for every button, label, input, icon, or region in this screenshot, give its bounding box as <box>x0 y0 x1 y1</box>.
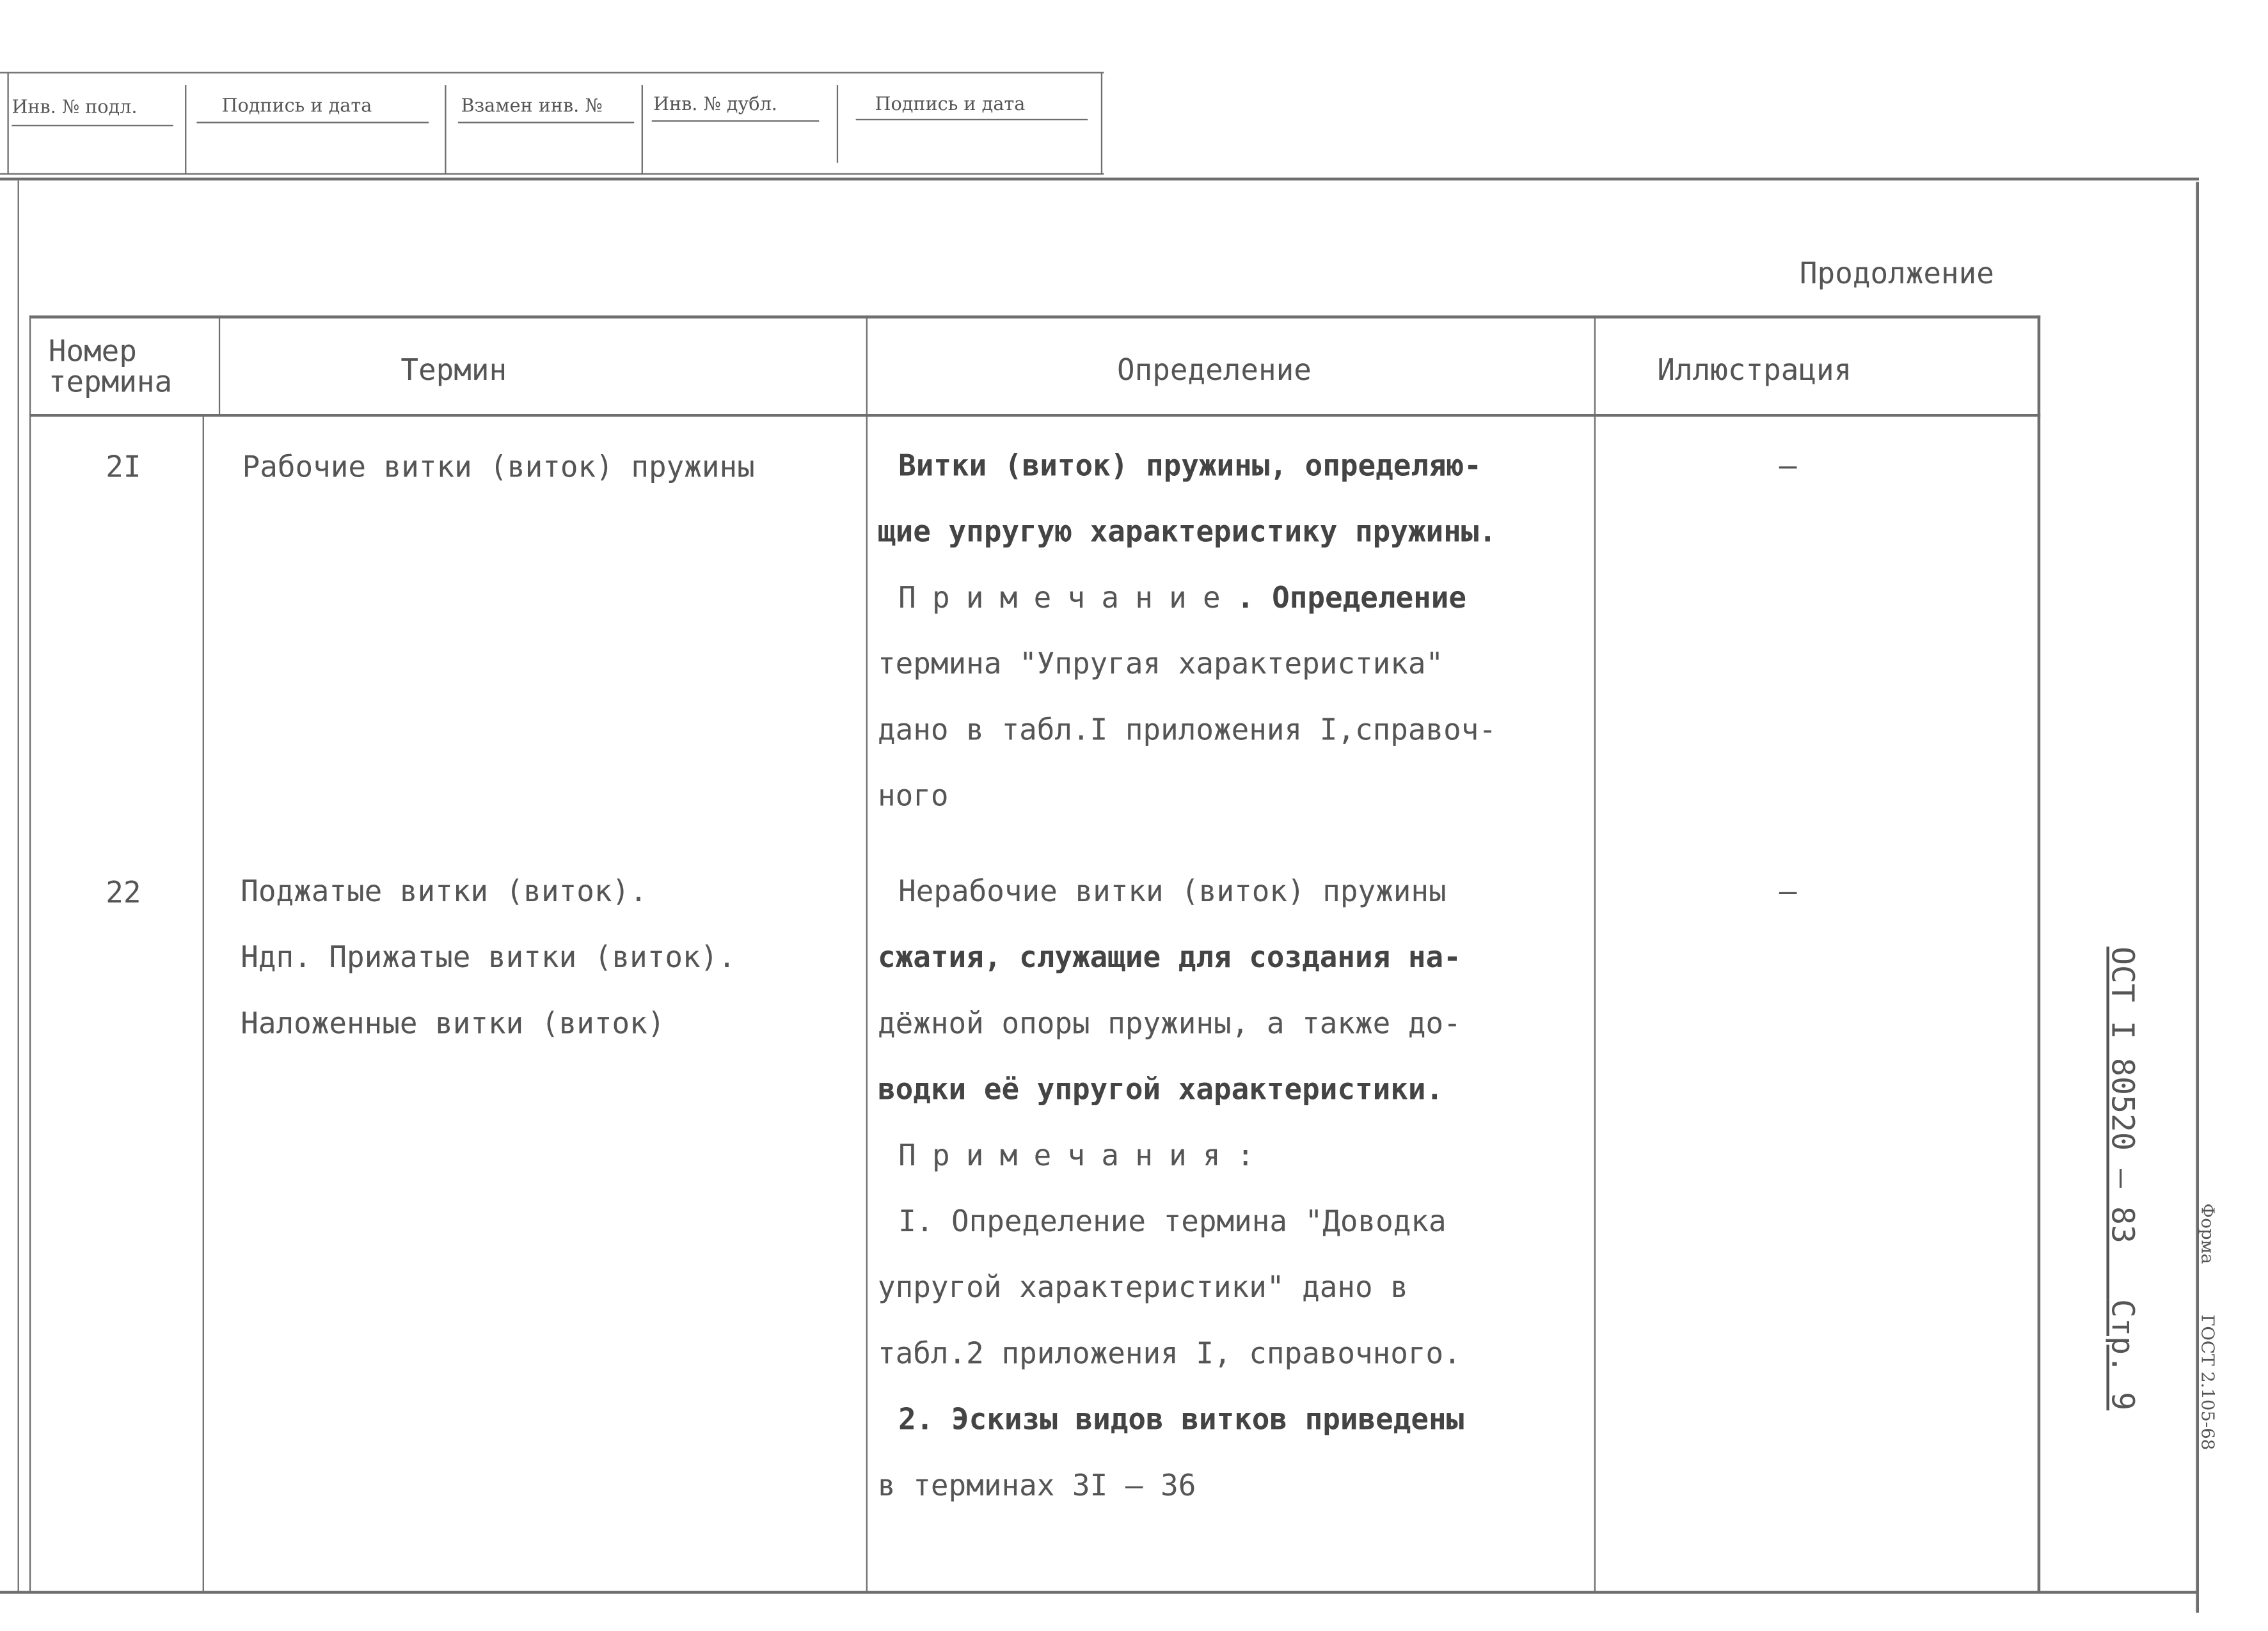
term-name: Поджатые витки (виток). Ндп. Прижатые витки (виток). Наложенные витки (виток) <box>241 873 736 1041</box>
note-label: Примечания <box>898 1137 1237 1173</box>
header-number: Номер термина <box>48 333 173 400</box>
note-label: Примечание <box>898 579 1237 615</box>
header-definition: Определение <box>1117 352 1312 388</box>
term-number: 22 <box>106 874 141 910</box>
stamp-inv-dubl: Инв. № дубл. <box>653 92 777 114</box>
stamp-podpis-data-1: Подпись и дата <box>221 93 372 116</box>
illustration-dash: – <box>1779 873 1797 909</box>
stamp-podpis-data-2: Подпись и дата <box>875 92 1026 114</box>
definition-note: Примечание. Определение <box>898 579 1467 615</box>
term-number: 2I <box>106 449 141 485</box>
term-definition: Нерабочие витки (виток) пружины сжатия, служащие для создания на- дёжной опоры пружины, а также до- водки её упругой характеристики. Примечания: I. Определение термина "Доводка упругой характеристики" дано в табл.2 приложения I, справочного. 2. Эскизы видов витков приведены в терминах 3I – 36 <box>878 873 1464 1503</box>
header-illustration: Иллюстрация <box>1657 352 1852 388</box>
side-doc-code: ОСТ I 80520 – 83 Стр. 9 <box>2105 946 2141 1411</box>
term-definition: Витки (виток) пружины, определяю- щие упругую характеристику пружины. Примечание. Определение термина "Упругая характеристика" дано в табл.I приложения I,справоч- ного <box>878 447 1496 814</box>
definition-note: Примечания: <box>898 1137 1255 1173</box>
continuation-label: Продолжение <box>1799 255 1994 291</box>
stamp-inv-podl: Инв. № подл. <box>12 95 138 118</box>
illustration-dash: – <box>1779 447 1797 483</box>
side-form-label: Форма ГОСТ 2.105-68 <box>2197 1203 2218 1451</box>
stamp-vzamen: Взамен инв. № <box>461 93 603 116</box>
header-term: Термин <box>400 352 507 388</box>
term-name: Рабочие витки (виток) пружины <box>242 449 755 485</box>
